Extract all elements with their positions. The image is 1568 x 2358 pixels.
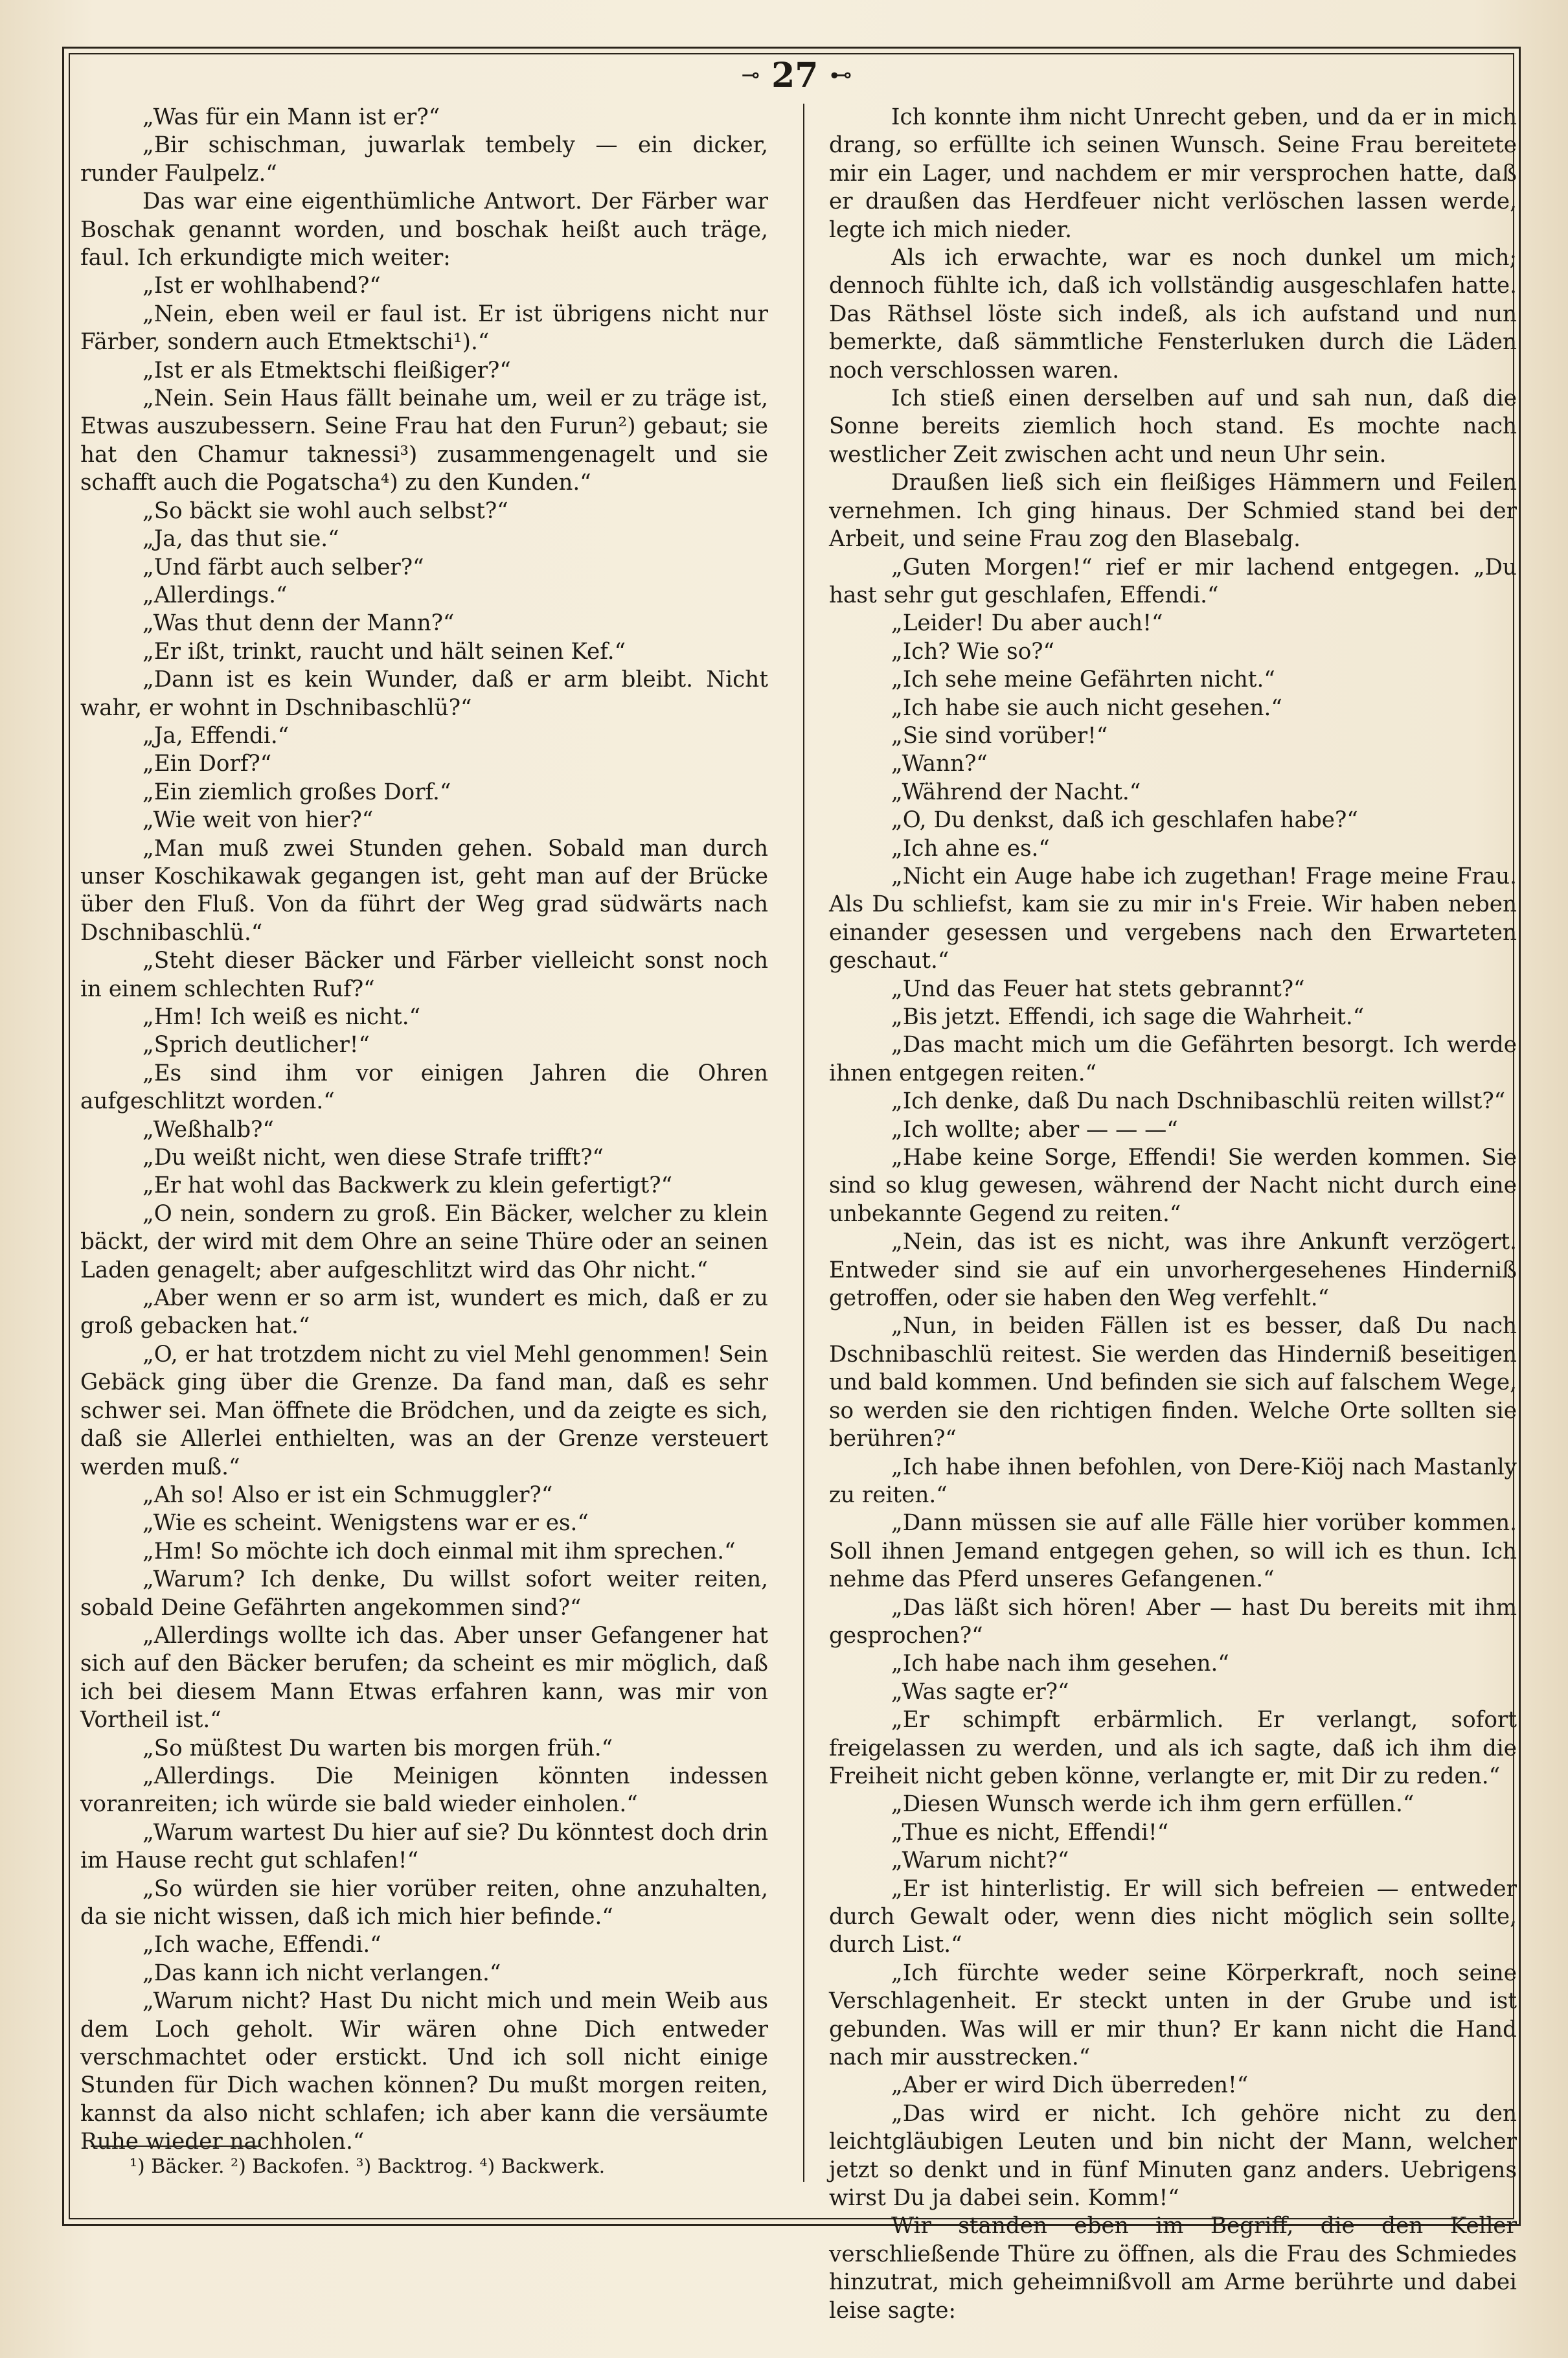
paragraph: „O, Du denkst, daß ich geschlafen habe?“ (891, 807, 1358, 834)
paragraph: „So würden sie hier vorüber reiten, ohne anzuhalten, da sie nicht wissen, daß ich mich hier befinde.“ (80, 1875, 768, 1930)
paragraph: „Sprich deutlicher!“ (142, 1032, 370, 1059)
paragraph: „Hm! Ich weiß es nicht.“ (142, 1004, 421, 1030)
paragraph: „Ich denke, daß Du nach Dschnibaschlü reiten willst?“ (891, 1088, 1506, 1115)
paragraph: „Ja, Effendi.“ (142, 722, 290, 749)
paragraph: „Ist er als Etmektschi fleißiger?“ (142, 357, 511, 383)
paragraph: Ich stieß einen derselben auf und sah nun, daß die Sonne bereits ziemlich hoch stand. Es mochte nach westlicher Zeit zwischen acht und neun Uhr sein. (829, 385, 1517, 468)
paragraph: „So müßtest Du warten bis morgen früh.“ (142, 1735, 613, 1761)
paragraph: „Wie weit von hier?“ (142, 807, 374, 834)
paragraph: „Es sind ihm vor einigen Jahren die Ohren aufgeschlitzt worden.“ (80, 1060, 768, 1115)
paragraph: „Ah so! Also er ist ein Schmuggler?“ (142, 1482, 553, 1508)
column-divider (803, 104, 804, 2182)
page-header (712, 49, 881, 101)
paragraph: „Ich sehe meine Gefährten nicht.“ (891, 667, 1275, 693)
paragraph: „Nein, eben weil er faul ist. Er ist übrigens nicht nur Färber, sondern auch Etmektschi¹).“ (80, 301, 768, 356)
paragraph: „Er hat wohl das Backwerk zu klein gefertigt?“ (142, 1173, 673, 1199)
footnote-rule (91, 2146, 259, 2147)
paragraph: „Steht dieser Bäcker und Färber vielleicht sonst noch in einem schlechten Ruf?“ (80, 948, 768, 1002)
paragraph: „Ich habe sie auch nicht gesehen.“ (891, 694, 1282, 721)
paragraph: „Wie es scheint. Wenigstens war er es.“ (142, 1510, 589, 1537)
paragraph: „Wann?“ (891, 751, 988, 777)
paragraph: „Was thut denn der Mann?“ (142, 610, 455, 637)
paragraph: „Allerdings. Die Meinigen könnten indessen voranreiten; ich würde sie bald wieder einholen.“ (80, 1763, 768, 1818)
paragraph: „Und färbt auch selber?“ (142, 554, 424, 580)
ornament-right: ⊷ (830, 62, 852, 88)
paragraph: „Das macht mich um die Gefährten besorgt. Ich werde ihnen entgegen reiten.“ (829, 1032, 1517, 1086)
paragraph: „Warum wartest Du hier auf sie? Du könntest doch drin im Hause recht gut schlafen!“ (80, 1819, 768, 1874)
paragraph: „Ein Dorf?“ (142, 751, 272, 777)
paragraph: „Thue es nicht, Effendi!“ (891, 1819, 1169, 1846)
paragraph: „Das kann ich nicht verlangen.“ (142, 1960, 501, 1986)
paragraph: „Habe keine Sorge, Effendi! Sie werden kommen. Sie sind so klug gewesen, während der Nacht nicht durch eine unbekannte Gegend zu reiten.“ (829, 1145, 1517, 1227)
paragraph: „Ja, das thut sie.“ (142, 526, 339, 553)
right-column (829, 104, 1517, 2325)
paragraph: „O, er hat trotzdem nicht zu viel Mehl genommen! Sein Gebäck ging über die Grenze. Da fand man, daß es sehr schwer sei. Man öffnete die Brödchen, und da zeigte es sich, daß sie Allerlei enthielten, was an der Grenze versteuert werden muß.“ (80, 1341, 768, 1480)
paragraph: „Nun, in beiden Fällen ist es besser, daß Du nach Dschnibaschlü reitest. Sie werden das Hinderniß beseitigen und bald kommen. Und befinden sie sich auf falschem Wege, so werden sie den richtigen finden. Welche Orte sollten sie berühren?“ (829, 1313, 1517, 1452)
paragraph: „Nicht ein Auge habe ich zugethan! Frage meine Frau. Als Du schliefst, kam sie zu mir in's Freie. Wir haben neben einander gesessen und vergebens nach den Erwarteten geschaut.“ (829, 863, 1517, 974)
paragraph: „Hm! So möchte ich doch einmal mit ihm sprechen.“ (142, 1538, 736, 1564)
paragraph: „Aber er wird Dich überreden!“ (891, 2072, 1249, 2099)
paragraph: „O nein, sondern zu groß. Ein Bäcker, welcher zu klein bäckt, der wird mit dem Ohre an seine Thüre oder an seinen Laden genagelt; aber aufgeschlitzt wird das Ohr nicht.“ (80, 1200, 768, 1283)
paragraph: „Leider! Du aber auch!“ (891, 610, 1163, 637)
paragraph: „Er schimpft erbärmlich. Er verlangt, sofort freigelassen zu werden, und als ich sagte, daß ich ihm die Freiheit nicht geben könne, verlangte er, mit Dir zu reden.“ (829, 1707, 1517, 1789)
paragraph: „So bäckt sie wohl auch selbst?“ (142, 498, 508, 524)
paragraph: Draußen ließ sich ein fleißiges Hämmern und Feilen vernehmen. Ich ging hinaus. Der Schmied stand bei der Arbeit, und seine Frau zog den Blasebalg. (829, 470, 1517, 553)
paragraph: „Und das Feuer hat stets gebrannt?“ (891, 976, 1305, 1002)
paragraph: „Ich wache, Effendi.“ (142, 1932, 381, 1958)
paragraph: „Ich habe nach ihm gesehen.“ (891, 1651, 1229, 1677)
left-column (80, 104, 768, 2157)
paragraph: „Bir schischman, juwarlak tembely — ein dicker, runder Faulpelz.“ (80, 132, 768, 187)
paragraph: „Warum nicht? Hast Du nicht mich und mein Weib aus dem Loch geholt. Wir wären ohne Dich entweder verschmachtet oder erstickt. Und ich soll nicht einige Stunden für Dich wachen können? Du mußt morgen reiten, kannst da also nicht schlafen; ich aber kann die versäumte Ruhe wieder nachholen.“ (80, 1988, 768, 2155)
paragraph: „Ich wollte; aber — — —“ (891, 1116, 1178, 1143)
paragraph: „Was für ein Mann ist er?“ (142, 104, 440, 130)
paragraph: „Nein, das ist es nicht, was ihre Ankunft verzögert. Entweder sind sie auf ein unvorhergesehenes Hinderniß getroffen, oder sie haben den Weg verfehlt.“ (829, 1229, 1517, 1312)
paragraph: „Er ißt, trinkt, raucht und hält seinen Kef.“ (142, 638, 626, 665)
paragraph: „Er ist hinterlistig. Er will sich befreien — entweder durch Gewalt oder, wenn dies nicht möglich sein sollte, durch List.“ (829, 1875, 1517, 1958)
paragraph: „Ist er wohlhabend?“ (142, 273, 381, 299)
paragraph: Als ich erwachte, war es noch dunkel um mich; dennoch fühlte ich, daß ich vollständig ausgeschlafen hatte. Das Räthsel löste sich indeß, als ich aufstand und nun bemerkte, daß sämmtliche Fensterluken durch die Läden noch verschlossen waren. (829, 245, 1517, 383)
paragraph: „Dann ist es kein Wunder, daß er arm bleibt. Nicht wahr, er wohnt in Dschnibaschlü?“ (80, 667, 768, 721)
paragraph: „Was sagte er?“ (891, 1678, 1069, 1705)
paragraph: „Guten Morgen!“ rief er mir lachend entgegen. „Du hast sehr gut geschlafen, Effendi.“ (829, 554, 1517, 608)
paragraph: „Du weißt nicht, wen diese Strafe trifft?“ (142, 1145, 604, 1171)
paragraph: „Ich fürchte weder seine Körperkraft, noch seine Verschlagenheit. Er steckt unten in der Grube und ist gebunden. Was will er mir thun? Er kann nicht die Hand nach mir ausstrecken.“ (829, 1960, 1517, 2071)
paragraph: „Warum? Ich denke, Du willst sofort weiter reiten, sobald Deine Gefährten angekommen sind?“ (80, 1566, 768, 1621)
paragraph: „Diesen Wunsch werde ich ihm gern erfüllen.“ (891, 1791, 1415, 1818)
paragraph: Wir standen eben im Begriff, die den Keller verschließende Thüre zu öffnen, als die Frau des Schmiedes hinzutrat, mich geheimnißvoll am Arme berührte und dabei leise sagte: (829, 2213, 1517, 2324)
paragraph: „Man muß zwei Stunden gehen. Sobald man durch unser Koschikawak gegangen ist, geht man auf der Brücke über den Fluß. Von da führt der Weg grad südwärts nach Dschnibaschlü.“ (80, 835, 768, 946)
paragraph: „Nein. Sein Haus fällt beinahe um, weil er zu träge ist, Etwas auszubessern. Seine Frau hat den Furun²) gebaut; sie hat den Chamur taknessi³) zusammengenagelt und sie schafft auch die Pogatscha⁴) zu den Kunden.“ (80, 385, 768, 496)
page-number: 27 (771, 55, 819, 95)
paragraph: Ich konnte ihm nicht Unrecht geben, und da er in mich drang, so erfüllte ich seinen Wunsch. Seine Frau bereitete mir ein Lager, und nachdem er mir versprochen hatte, daß er draußen das Herdfeuer nicht verlöschen lassen werde, legte ich mich nieder. (829, 104, 1517, 243)
paragraph: „Während der Nacht.“ (891, 779, 1141, 805)
paragraph: „Ich ahne es.“ (891, 835, 1050, 862)
paragraph: „Bis jetzt. Effendi, ich sage die Wahrheit.“ (891, 1004, 1365, 1030)
paragraph: Das war eine eigenthümliche Antwort. Der Färber war Boschak genannt worden, und boschak heißt auch träge, faul. Ich erkundigte mich weiter: (80, 189, 768, 271)
paragraph: „Allerdings.“ (142, 582, 288, 608)
paragraph: „Ich? Wie so?“ (891, 638, 1055, 665)
footnote: ¹) Bäcker. ²) Backofen. ³) Backtrog. ⁴) Backwerk. (130, 2155, 606, 2178)
paragraph: „Ein ziemlich großes Dorf.“ (142, 779, 451, 805)
paragraph: „Allerdings wollte ich das. Aber unser Gefangener hat sich auf den Bäcker berufen; da scheint es mir möglich, daß ich bei diesem Mann Etwas erfahren kann, was mir von Vortheil ist.“ (80, 1622, 768, 1734)
ornament-left: ⊸ (741, 62, 760, 88)
paragraph: „Warum nicht?“ (891, 1848, 1069, 1874)
paragraph: „Ich habe ihnen befohlen, von Dere-Kiöj nach Mastanly zu reiten.“ (829, 1454, 1517, 1508)
paragraph: „Sie sind vorüber!“ (891, 722, 1108, 749)
paragraph: „Aber wenn er so arm ist, wundert es mich, daß er zu groß gebacken hat.“ (80, 1285, 768, 1340)
paragraph: „Das läßt sich hören! Aber — hast Du bereits mit ihm gesprochen?“ (829, 1594, 1517, 1649)
paragraph: „Das wird er nicht. Ich gehöre nicht zu den leichtgläubigen Leuten und bin nicht der Mann, welcher jetzt so denkt und in fünf Minuten ganz anders. Uebrigens wirst Du ja dabei sein. Komm!“ (829, 2100, 1517, 2212)
paragraph: „Dann müssen sie auf alle Fälle hier vorüber kommen. Soll ihnen Jemand entgegen gehen, so will ich es thun. Ich nehme das Pferd unseres Gefangenen.“ (829, 1510, 1517, 1593)
paragraph: „Weßhalb?“ (142, 1116, 274, 1143)
